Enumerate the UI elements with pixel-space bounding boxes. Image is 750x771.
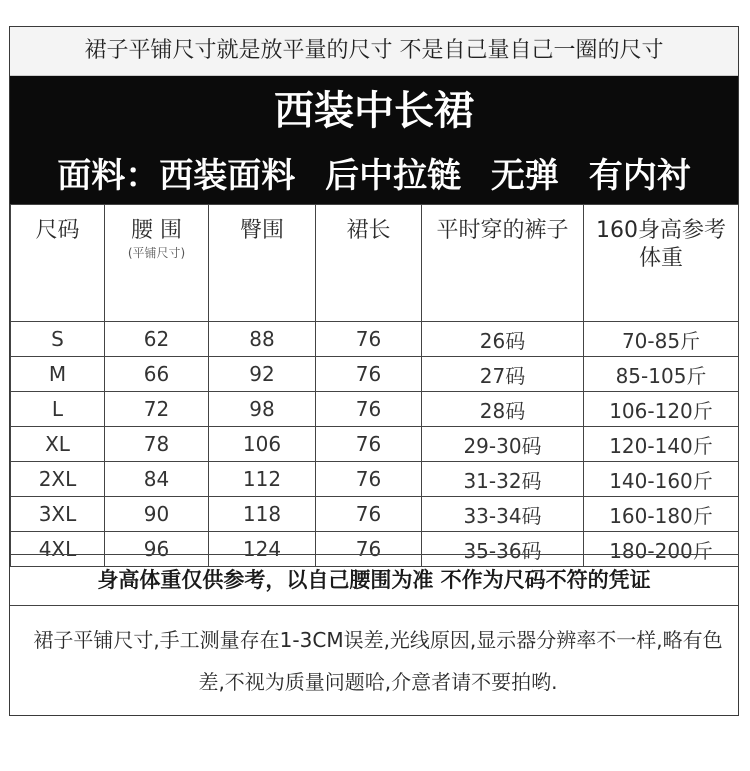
hip-cell: 112 [209,462,316,497]
weight-cell: 106-120斤 [584,392,739,427]
waist-cell: 96 [105,532,209,567]
table-row [11,357,739,392]
pants-cell: 28码 [422,392,584,427]
weight-cell: 180-200斤 [584,532,739,567]
waist-cell: 66 [105,357,209,392]
length-cell: 76 [316,357,422,392]
weight-cell: 70-85斤 [584,322,739,357]
table-row [11,322,739,357]
waist-cell: 72 [105,392,209,427]
measurement-disclaimer: 裙子平铺尺寸,手工测量存在1-3CM误差,光线原因,显示器分辨率不一样,略有色差,不视为质量问题哈,介意者请不要拍哟. [33,628,723,694]
weight-cell: 160-180斤 [584,497,739,532]
table-row [11,392,739,427]
reference-disclaimer: 身高体重仅供参考，以自己腰围为准 不作为尺码不符的凭证 [10,554,738,606]
measurement-notice: 裙子平铺尺寸就是放平量的尺寸 不是自己量自己一圈的尺寸 [10,27,738,76]
weight-cell: 85-105斤 [584,357,739,392]
table-row [11,497,739,532]
hip-cell: 88 [209,322,316,357]
pants-cell: 31-32码 [422,462,584,497]
table-header-row [11,205,739,322]
pants-cell: 26码 [422,322,584,357]
size-table [10,204,739,567]
waist-cell: 90 [105,497,209,532]
col-header-size: 尺码 [11,205,105,322]
pants-cell: 35-36码 [422,532,584,567]
waist-cell: 62 [105,322,209,357]
size-cell: S [11,322,105,357]
pants-cell: 27码 [422,357,584,392]
fabric-info: 面料：西装面料 后中拉链 无弹 有内衬 [57,156,691,196]
waist-sub-label: (平铺尺寸) [127,246,186,260]
pants-cell: 29-30码 [422,427,584,462]
hip-cell: 124 [209,532,316,567]
weight-cell: 140-160斤 [584,462,739,497]
weight-cell: 120-140斤 [584,427,739,462]
col-header-waist: 腰 围 (平铺尺寸) [105,205,209,322]
col-header-hip: 臀围 [209,205,316,322]
size-chart-card [9,26,739,716]
table-row [11,462,739,497]
length-cell: 76 [316,532,422,567]
col-header-weight: 160身高参考体重 [584,205,739,322]
table-row [11,427,739,462]
size-cell: L [11,392,105,427]
pants-cell: 33-34码 [422,497,584,532]
length-cell: 76 [316,392,422,427]
header-banner [10,27,738,204]
col-header-pants-size: 平时穿的裤子 [422,205,584,322]
waist-cell: 78 [105,427,209,462]
size-cell: M [11,357,105,392]
hip-cell: 118 [209,497,316,532]
length-cell: 76 [316,497,422,532]
length-cell: 76 [316,462,422,497]
size-cell: 4XL [11,532,105,567]
col-header-length: 裙长 [316,205,422,322]
hip-cell: 98 [209,392,316,427]
hip-cell: 106 [209,427,316,462]
size-cell: XL [11,427,105,462]
waist-cell: 84 [105,462,209,497]
length-cell: 76 [316,322,422,357]
product-title: 西装中长裙 [274,87,474,134]
hip-cell: 92 [209,357,316,392]
size-cell: 3XL [11,497,105,532]
size-cell: 2XL [11,462,105,497]
length-cell: 76 [316,427,422,462]
